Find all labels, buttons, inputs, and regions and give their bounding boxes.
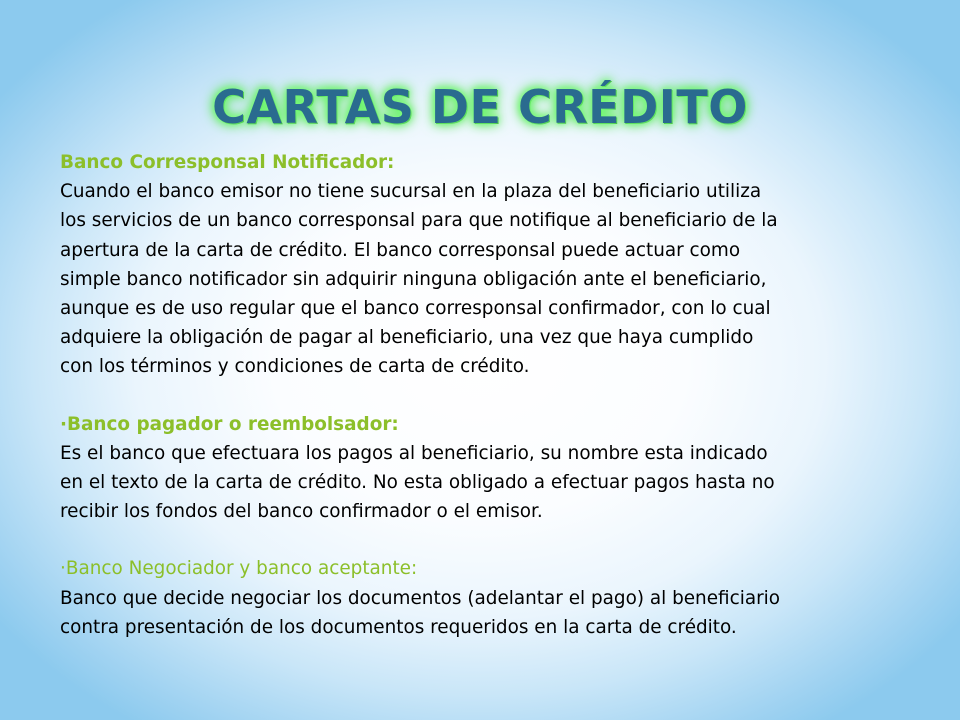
section-banco-negociador (60, 554, 920, 642)
slide-body (60, 148, 920, 642)
paragraph-line: Banco que decide negociar los documentos (adelantar el pago) al beneficiario (60, 587, 781, 609)
paragraph-line: recibir los fondos del banco confirmador o el emisor. (60, 501, 543, 523)
section-heading: Banco Corresponsal Notificador: (60, 152, 395, 173)
paragraph-line: Es el banco que efectuara los pagos al beneficiario, su nombre esta indicado (60, 442, 768, 464)
section-banco-pagador (60, 410, 920, 527)
paragraph-line: Cuando el banco emisor no tiene sucursal en la plaza del beneficiario utiliza (60, 181, 762, 203)
paragraph-line: contra presentación de los documentos requeridos en la carta de crédito. (60, 616, 737, 638)
paragraph-line: los servicios de un banco corresponsal para que notifique al beneficiario de la (60, 210, 778, 232)
paragraph-line: apertura de la carta de crédito. El banco corresponsal puede actuar como (60, 239, 741, 261)
paragraph-line: en el texto de la carta de crédito. No esta obligado a efectuar pagos hasta no (60, 472, 775, 494)
paragraph-line: aunque es de uso regular que el banco corresponsal confirmador, con lo cual (60, 298, 771, 320)
slide-title: CARTAS DE CRÉDITO (212, 80, 748, 134)
section-heading: ·Banco pagador o reembolsador: (60, 413, 399, 435)
paragraph-line: adquiere la obligación de pagar al beneficiario, una vez que haya cumplido (60, 327, 754, 349)
section-banco-corresponsal (60, 148, 920, 382)
paragraph-line: simple banco notificador sin adquirir ninguna obligación ante el beneficiario, (60, 268, 767, 290)
paragraph-line: con los términos y condiciones de carta de crédito. (60, 356, 530, 378)
section-heading: ·Banco Negociador y banco aceptante: (60, 558, 418, 580)
